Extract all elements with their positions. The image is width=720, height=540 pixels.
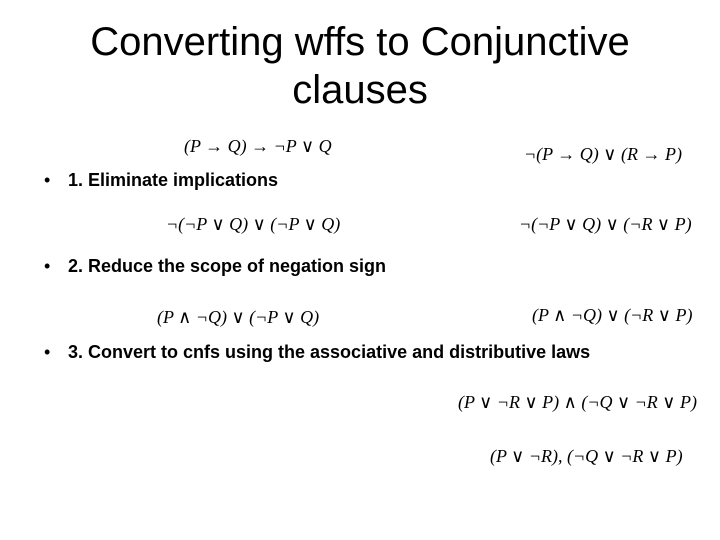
formula-right-implications-eliminated: ¬(¬P ∨ Q) ∨ (¬R ∨ P) [519,214,692,234]
slide-title-line-2: clauses [292,68,428,112]
step-3-bullet [44,342,590,363]
bullet-marker: • [44,170,51,190]
formula-right-negation-reduced: (P ∧ ¬Q) ∨ (¬R ∨ P) [532,305,693,325]
slide-title [0,18,720,114]
formula-clause-set: (P ∨ ¬R), (¬Q ∨ ¬R ∨ P) [490,446,683,466]
formula-left-negation-reduced: (P ∧ ¬Q) ∨ (¬P ∨ Q) [157,307,320,327]
formula-implication-original: (P → Q) → ¬P ∨ Q [184,136,332,156]
step-1-label: 1. Eliminate implications [68,170,279,190]
bullet-marker: • [44,342,51,362]
step-2-label: 2. Reduce the scope of negation sign [68,256,387,276]
slide-title-line-1: Converting wffs to Conjunctive [90,20,630,64]
step-2-bullet [44,256,386,277]
step-3-label: 3. Convert to cnfs using the associative and distributive laws [68,342,591,362]
formula-right-original: ¬(P → Q) ∨ (R → P) [524,144,682,164]
bullet-marker: • [44,256,51,276]
formula-cnf: (P ∨ ¬R ∨ P) ∧ (¬Q ∨ ¬R ∨ P) [458,392,697,412]
formula-left-implications-eliminated: ¬(¬P ∨ Q) ∨ (¬P ∨ Q) [166,214,341,234]
step-1-bullet [44,170,278,191]
